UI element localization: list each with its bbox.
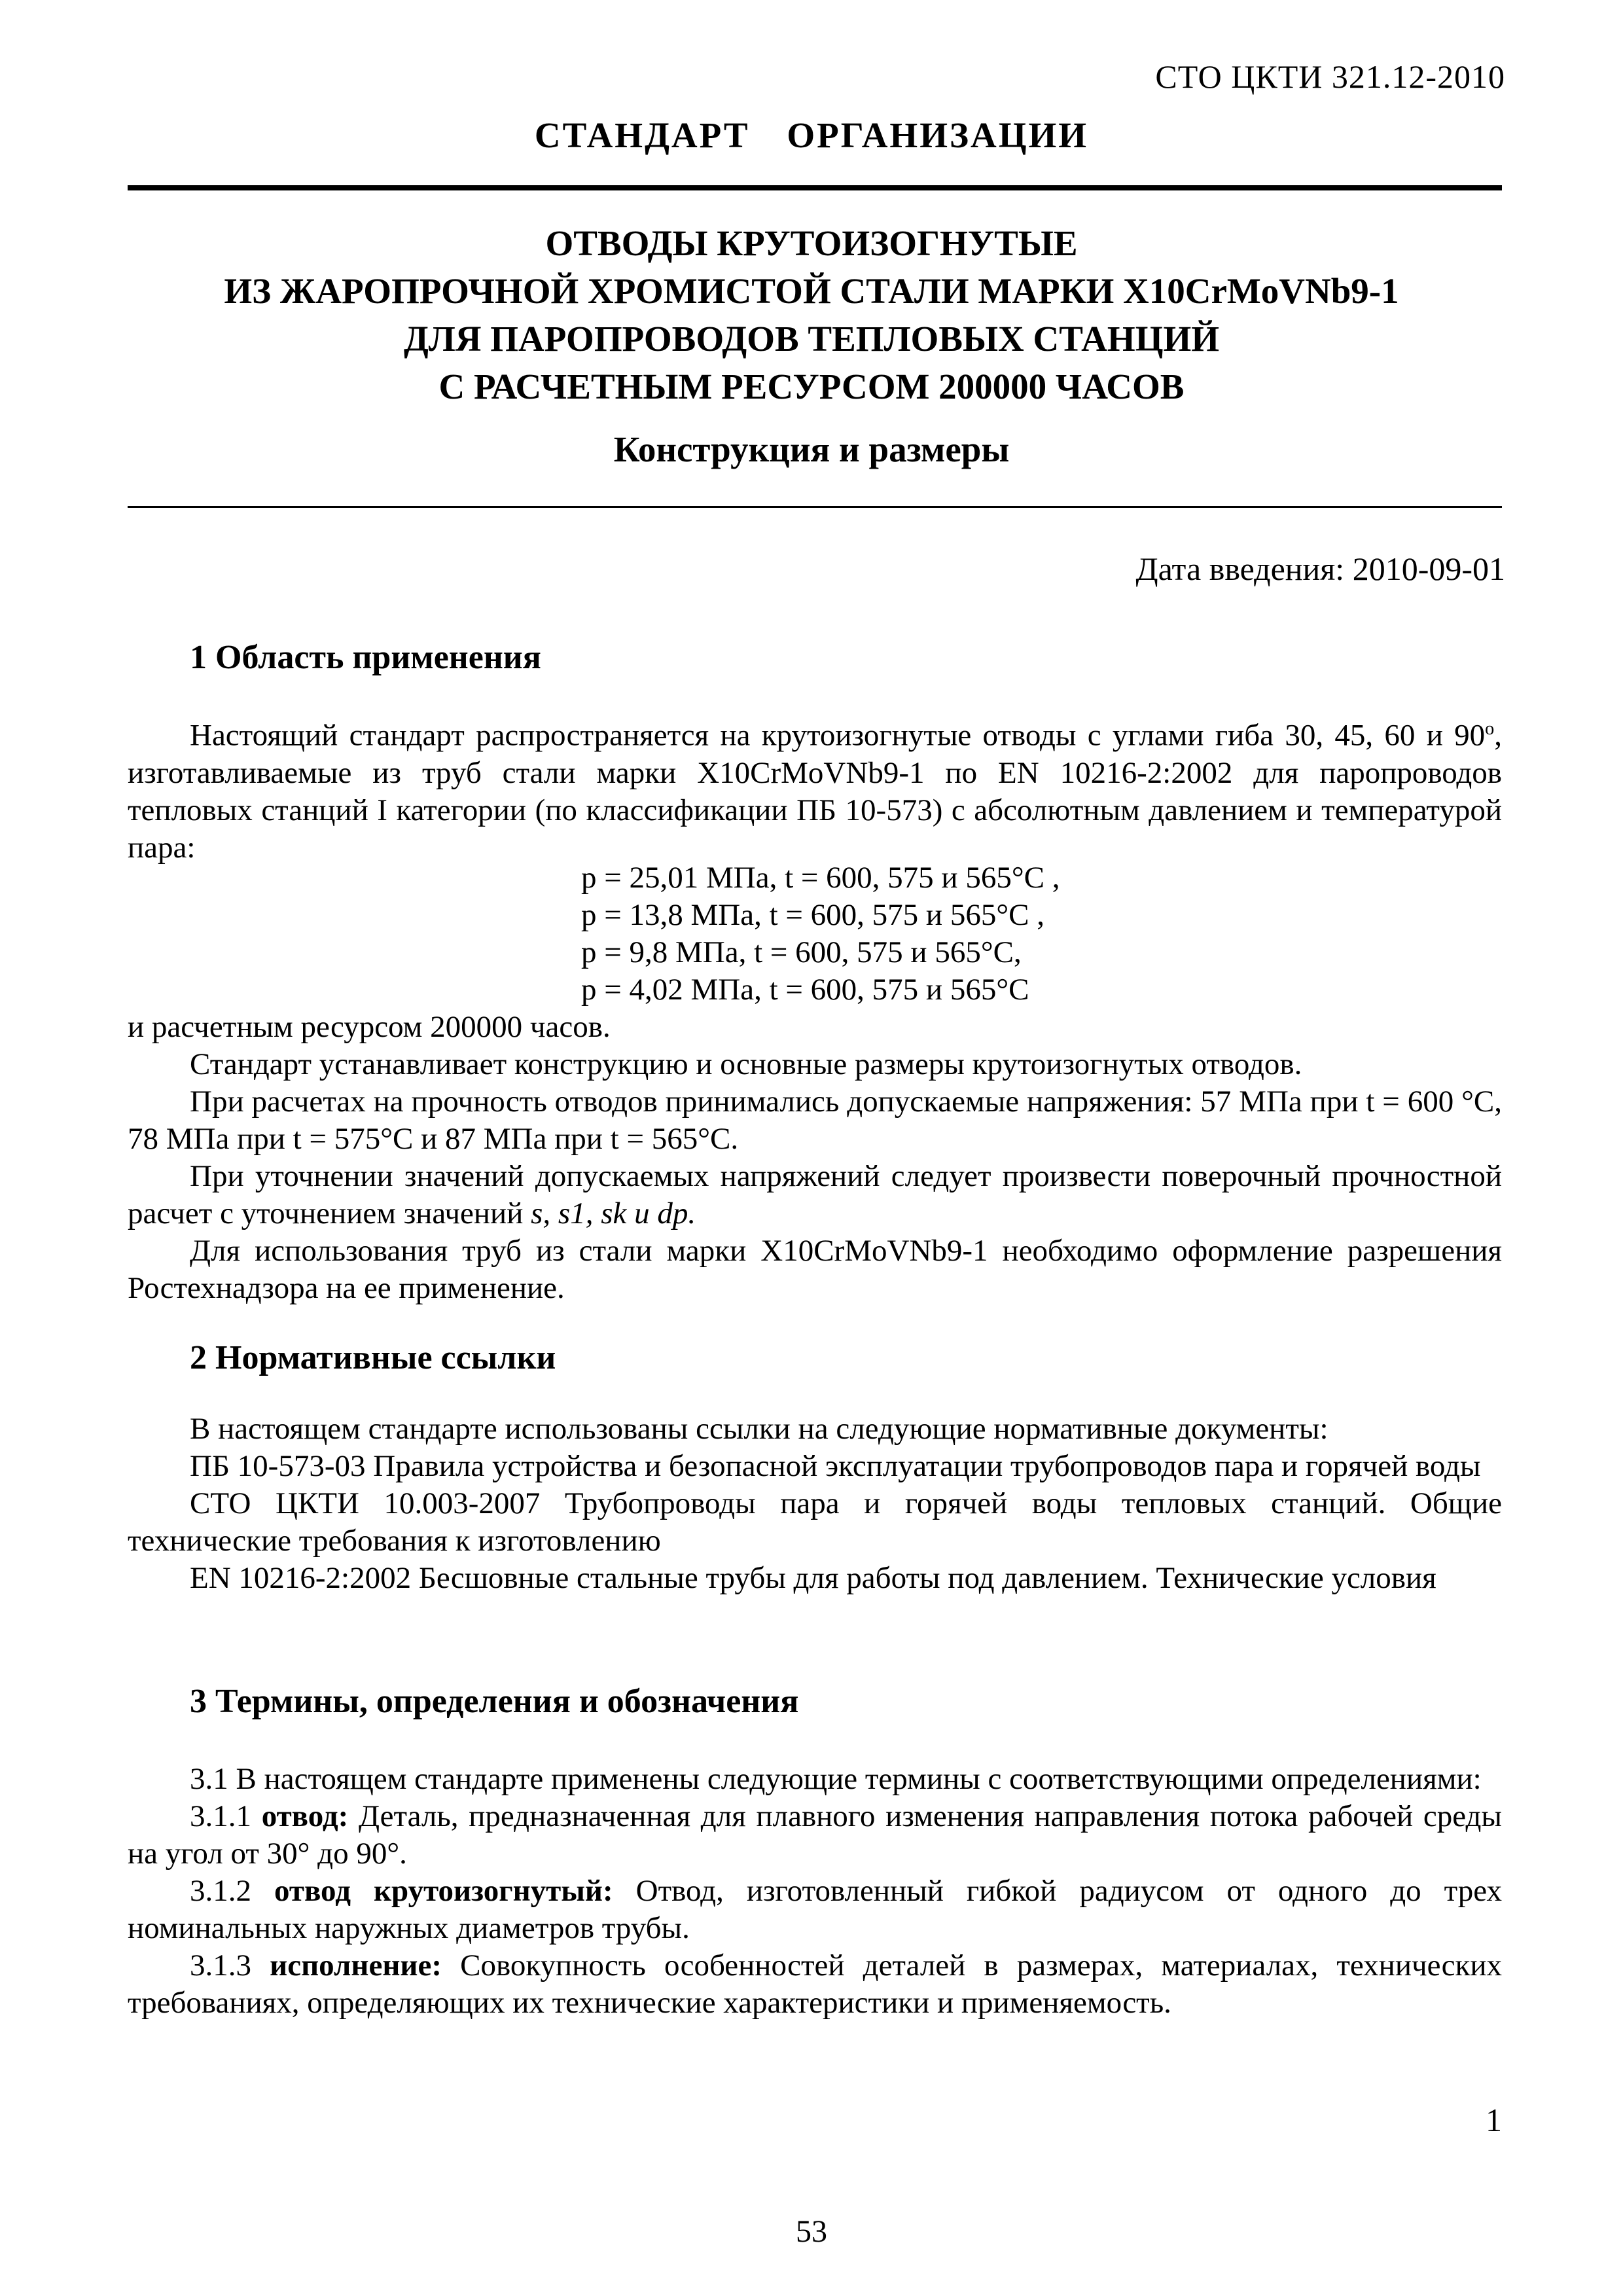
subtitle-rule bbox=[128, 506, 1502, 508]
paragraph: Стандарт устанавливает конструкцию и основные размеры крутоизогнутых отводов. bbox=[190, 1047, 1302, 1081]
paragraph: и расчетным ресурсом 200000 часов. bbox=[128, 1010, 611, 1044]
paragraph: ПБ 10-573-03 Правила устройства и безопасной эксплуатации трубопроводов пара и горячей воды bbox=[190, 1449, 1481, 1483]
page-number: 1 bbox=[1486, 2102, 1502, 2138]
term-definition: 3.1.3 исполнение: Совокупность особенностей деталей в размерах, материалах, технических требованиях, определяющих их технические характеристики и применяемость. bbox=[128, 1948, 1502, 2020]
formula-line: p = 13,8 МПа, t = 600, 575 и 565°С , bbox=[581, 898, 1044, 932]
paragraph: Для использования труб из стали марки X10CrMoVNb9-1 необходимо оформление разрешения Ростехнадзора на ее применение. bbox=[128, 1234, 1502, 1305]
paragraph: В настоящем стандарте использованы ссылки на следующие нормативные документы: bbox=[190, 1412, 1329, 1446]
organization-standard-label: СТАНДАРТ ОРГАНИЗАЦИИ bbox=[534, 115, 1089, 155]
section-2-body bbox=[128, 1410, 1502, 1597]
paragraph: 3.1 В настоящем стандарте применены следующие термины с соответствующими определениями: bbox=[190, 1762, 1482, 1796]
section-1-intro bbox=[128, 710, 1502, 867]
title-line-1: ОТВОДЫ КРУТОИЗОГНУТЫЕ bbox=[545, 223, 1078, 263]
document-code: СТО ЦКТИ 321.12-2010 bbox=[1155, 58, 1505, 95]
title-line-4: С РАСЧЕТНЫМ РЕСУРСОМ 200000 ЧАСОВ bbox=[438, 367, 1185, 406]
section-2-heading: 2 Нормативные ссылки bbox=[190, 1339, 556, 1376]
sheet-number: 53 bbox=[796, 2214, 827, 2249]
formula-line: p = 25,01 МПа, t = 600, 575 и 565°С , bbox=[581, 861, 1060, 895]
formula-line: p = 4,02 МПа, t = 600, 575 и 565°С bbox=[581, 973, 1029, 1007]
introduction-date: Дата введения: 2010-09-01 bbox=[1135, 550, 1505, 587]
paragraph: При уточнении значений допускаемых напряжений следует произвести поверочный прочностной расчет с уточнением значений s, s1, sk и dp. bbox=[128, 1159, 1502, 1230]
section-1-body bbox=[128, 1009, 1502, 1307]
section-3-heading: 3 Термины, определения и обозначения bbox=[190, 1683, 799, 1720]
title-line-3: ДЛЯ ПАРОПРОВОДОВ ТЕПЛОВЫХ СТАНЦИЙ bbox=[403, 319, 1220, 359]
term-definition: 3.1.2 отвод крутоизогнутый: Отвод, изготовленный гибкой радиусом от одного до трех номинальных наружных диаметров трубы. bbox=[128, 1874, 1503, 1945]
section-3-body bbox=[128, 1761, 1502, 2022]
title-line-2: ИЗ ЖАРОПРОЧНОЙ ХРОМИСТОЙ СТАЛИ МАРКИ X10CrMoVNb9-1 bbox=[224, 271, 1399, 311]
section-1-heading: 1 Область применения bbox=[190, 639, 541, 676]
paragraph: СТО ЦКТИ 10.003-2007 Трубопроводы пара и горячей воды тепловых станций. Общие технические требования к изготовлению bbox=[128, 1486, 1502, 1558]
paragraph: При расчетах на прочность отводов принимались допускаемые напряжения: 57 МПа при t = 600 °С, 78 МПа при t = 575°С и 87 МПа при t = 565°С. bbox=[128, 1085, 1502, 1156]
paragraph: EN 10216-2:2002 Бесшовные стальные трубы для работы под давлением. Технические условия bbox=[190, 1561, 1436, 1595]
pressure-temperature-list bbox=[581, 859, 1060, 1009]
term-definition: 3.1.1 отвод: Деталь, предназначенная для плавного изменения направления потока рабочей среды на угол от 30° до 90°. bbox=[128, 1799, 1502, 1871]
top-rule bbox=[128, 185, 1502, 190]
document-subtitle: Конструкция и размеры bbox=[613, 429, 1010, 469]
document-title bbox=[0, 219, 1623, 410]
paragraph: Настоящий стандарт распространяется на крутоизогнутые отводы с углами гиба 30, 45, 60 и $90^о$, изготавливаемые из труб стали марки X10CrMoVNb9-1 по EN 10216-2:2002 для паропроводов тепловых станций I категории (по классификации ПБ 10-573) с абсолютным давлением и температурой пара: bbox=[128, 718, 1502, 865]
formula-line: p = 9,8 МПа, t = 600, 575 и 565°С, bbox=[581, 935, 1022, 969]
